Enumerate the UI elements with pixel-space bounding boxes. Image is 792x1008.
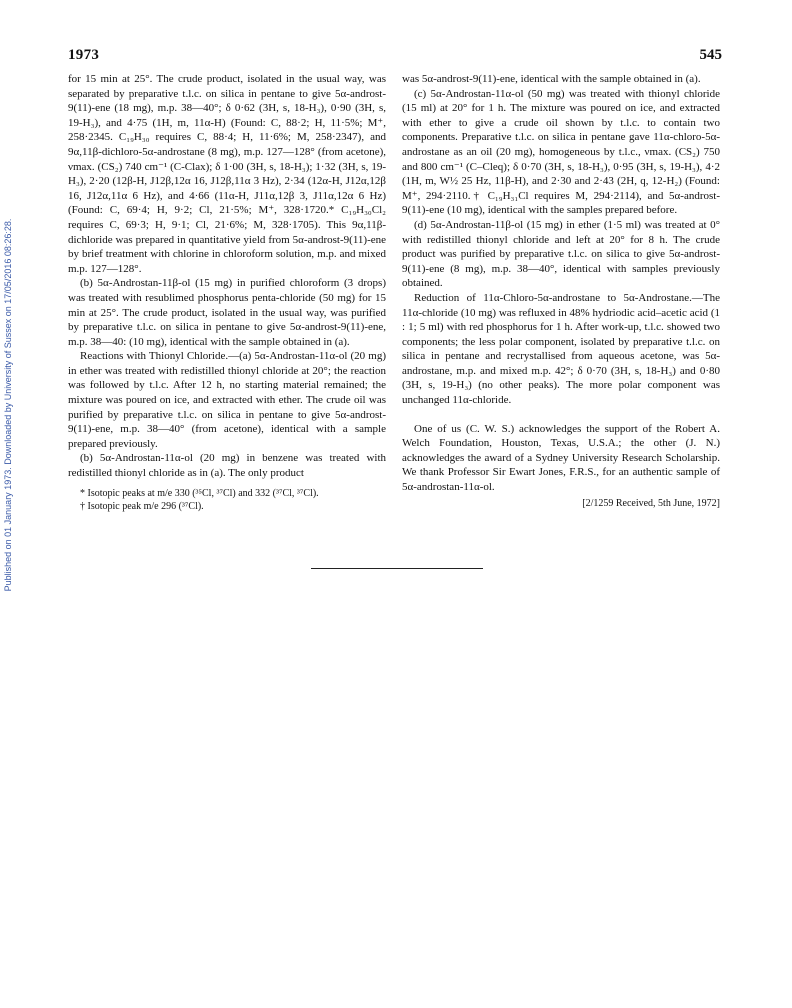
- end-rule: [311, 568, 483, 569]
- paragraph: Reactions with Thionyl Chloride.—(a) 5α-Androstan-11α-ol (20 mg) in ether was treated with redistilled thionyl chloride at 20°; the reaction was followed by t.l.c. After 12 h, no starting material remained; the mixture was poured on ice, and extracted with ether. The crude oil was purified by preparative t.l.c. on silica in pentane to give 5α-androst-9(11)-ene, m.p. 38—40° (from acetone), identical with a sample prepared previously.: [68, 350, 386, 450]
- acknowledgement: One of us (C. W. S.) acknowledges the support of the Robert A. Welch Foundation, Houston, Texas, U.S.A.; the other (J. N.) acknowledges the award of a Sydney University Research Scholarship. We thank Professor Sir Ewart Jones, F.R.S., for an authentic sample of 5α-androstan-11α-ol.: [402, 422, 720, 494]
- paragraph: was 5α-androst-9(11)-ene, identical with the sample obtained in (a).: [402, 73, 701, 85]
- download-notice[interactable]: [2, 170, 14, 640]
- left-column: [68, 72, 386, 513]
- paragraph: (c) 5α-Androstan-11α-ol (50 mg) was treated with thionyl chloride (15 ml) at 20° for 1 h. The mixture was poured on ice, and extracted with ether to give a crude oil shown by t.l.c. to contain two components. Preparative t.l.c. on silica in pentane gave 11α-chloro-5α-androstane as an oil (20 mg), homogeneous by t.l.c., νmax. (CS₂) 750 and 800 cm⁻¹ (C–Cleq); δ 0·70 (3H, s, 18-H₃), 0·95 (3H, s, 19-H₃), 4·2 (1H, m, W½ 25 Hz, 11β-H), and 2·30 and 2·43 (2H, q, 12-H₂) (Found: M⁺, 294·2110.† C₁₉H₃₁Cl requires M, 294·2114), and 5α-androst-9(11)-ene (10 mg), identical with the samples prepared before.: [402, 87, 720, 217]
- received-date: [2/1259 Received, 5th June, 1972]: [582, 497, 720, 509]
- paragraph: Reduction of 11α-Chloro-5α-androstane to 5α-Androstane.—The 11α-chloride (10 mg) was refluxed in 48% hydriodic acid–acetic acid (1 : 1; 5 ml) with red phosphorus for 1 h. After work-up, t.l.c. showed two components; the less polar component, isolated by preparative t.l.c. on silica in pentane and recrystallised from aqueous acetone, was 5α-androstane, m.p. and mixed m.p. 42°; δ 0·70 (3H, s, 18-H₃) and 0·80 (3H, s, 19-H₃) (no other peaks). The more polar component was unchanged 11α-chloride.: [402, 291, 720, 407]
- paragraph: for 15 min at 25°. The crude product, isolated in the usual way, was separated by preparative t.l.c. on silica in pentane to give 5α-androst-9(11)-ene (18 mg), m.p. 38—40°; δ 0·62 (3H, s, 18-H₃), 0·90 (3H, s, 19-H₃), and 4·75 (1H, m, 11α-H) (Found: C, 88·2; H, 11·5%; M⁺, 258·2345. C₁₉H₃₀ requires C, 88·4; H, 11·6%; M, 258·2347), and 9α,11β-dichloro-5α-androstane (8 mg), m.p. 127—128° (from acetone), νmax. (CS₂) 740 cm⁻¹ (C-Clax); δ 1·00 (3H, s, 18-H₃); 1·32 (3H, s, 19-H₃), 2·20 (12β-H, J12β,12α 16, J12β,11α 3 Hz), 2·34 (12α-H, J12α,12β 16, J12α,11α 6 Hz), and 4·66 (11α-H, J11α,12β 3, J11α,12α 6 Hz) (Found: C, 69·4; H, 9·2; Cl, 21·5%; M⁺, 328·1720.* C₁₉H₃₀Cl₂ requires C, 69·3; H, 9·1; Cl, 21·6%; M, 328·1705). This 9α,11β-dichloride was prepared in quantitative yield from 5α-androst-9(11)-ene by brief treatment with chlorine in chloroform solution, m.p. and mixed m.p. 127—128°.: [68, 73, 386, 275]
- journal-year: 1973: [68, 47, 100, 63]
- paragraph: (d) 5α-Androstan-11β-ol (15 mg) in ether (1·5 ml) was treated at 0° with redistilled thionyl chloride and left at 20° for 8 h. The crude product was purified by preparative t.l.c. on silica to give 5α-androst-9(11)-ene (8 mg), m.p. 38—40°, identical with samples previously obtained.: [402, 218, 720, 290]
- footnote: * Isotopic peaks at m/e 330 (³⁵Cl, ³⁷Cl) and 332 (³⁷Cl, ³⁷Cl).: [80, 487, 319, 499]
- download-notice-text[interactable]: Published on 01 January 1973. Downloaded by University of Sussex on 17/05/2016 08:26:28.: [3, 218, 13, 592]
- page-number: 545: [699, 47, 722, 63]
- paragraph: (b) 5α-Androstan-11α-ol (20 mg) in benzene was treated with redistilled thionyl chloride as in (a). The only product: [68, 452, 386, 480]
- right-column: [402, 72, 720, 511]
- paragraph: (b) 5α-Androstan-11β-ol (15 mg) in purified chloroform (3 drops) was treated with resublimed phosphorus penta-chloride (50 mg) for 15 min at 25°. The crude product, isolated in the usual way, was purified by preparative t.l.c. on silica in pentane to give 5α-androst-9(11)-ene, m.p. 38—40: (10 mg), identical with the sample obtained in (a).: [68, 277, 386, 348]
- footnote: † Isotopic peak m/e 296 (³⁷Cl).: [80, 500, 204, 512]
